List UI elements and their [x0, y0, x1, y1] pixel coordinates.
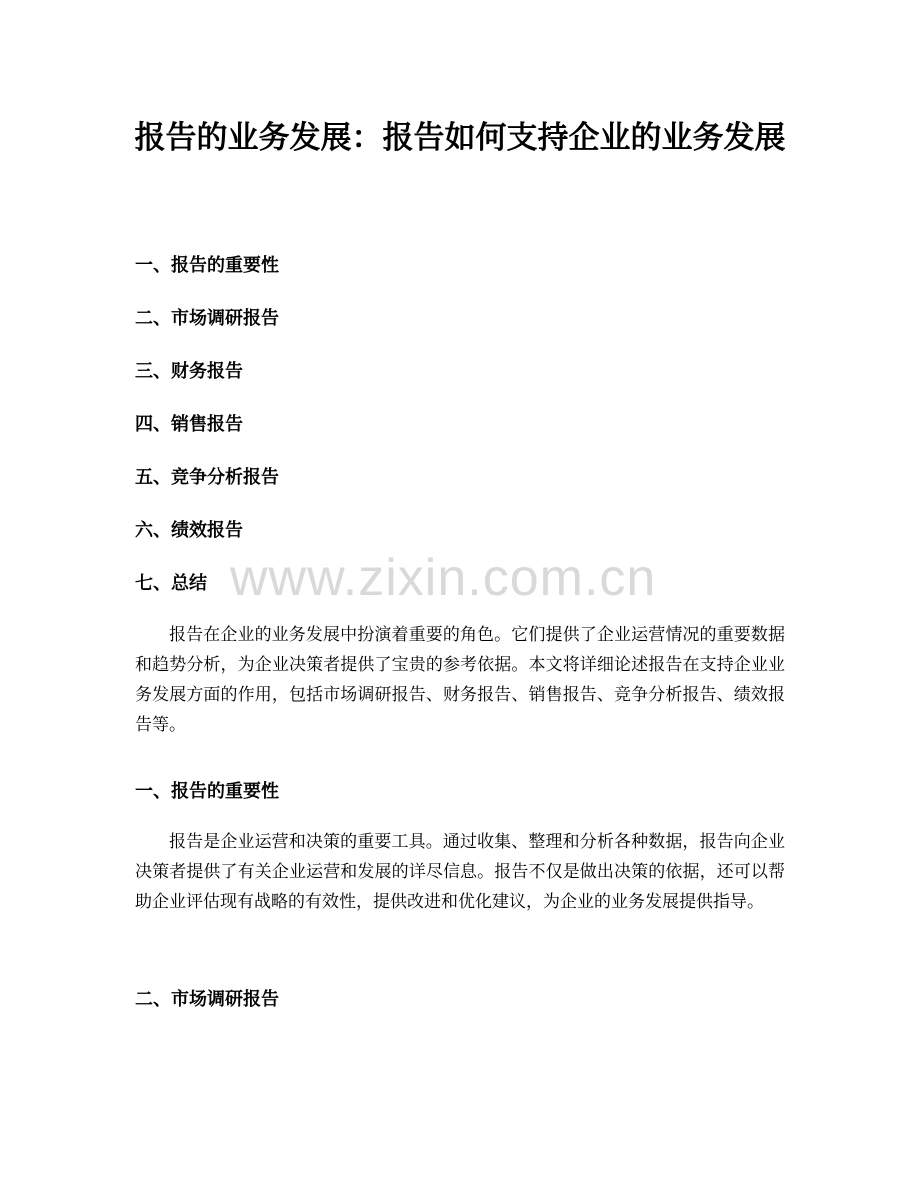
- section-heading-1: 一、报告的重要性: [135, 781, 279, 802]
- toc-item-2: 二、市场调研报告: [135, 308, 279, 329]
- toc-item-4: 四、销售报告: [135, 414, 243, 435]
- intro-paragraph: 报告在企业的业务发展中扮演着重要的角色。它们提供了企业运营情况的重要数据和趋势分析，为企业决策者提供了宝贵的参考依据。本文将详细论述报告在支持企业业务发展方面的作用，包括市场调研报告、财务报告、销售报告、竞争分析报告、绩效报告等。: [135, 625, 785, 735]
- toc-item-1: 一、报告的重要性: [135, 255, 279, 276]
- section-heading-2: 二、市场调研报告: [135, 989, 279, 1010]
- toc-item-7: 七、总结: [135, 573, 207, 594]
- watermark: www.zixin.com.cn: [230, 549, 657, 607]
- toc-item-3: 三、财务报告: [135, 361, 243, 382]
- document-title: 报告的业务发展：报告如何支持企业的业务发展: [134, 120, 786, 156]
- toc-item-5: 五、竞争分析报告: [135, 467, 279, 488]
- toc-item-6: 六、绩效报告: [135, 520, 243, 541]
- section-body-1: 报告是企业运营和决策的重要工具。通过收集、整理和分析各种数据，报告向企业决策者提供了有关企业运营和发展的详尽信息。报告不仅是做出决策的依据，还可以帮助企业评估现有战略的有效性，提供改进和优化建议，为企业的业务发展提供指导。: [135, 832, 785, 912]
